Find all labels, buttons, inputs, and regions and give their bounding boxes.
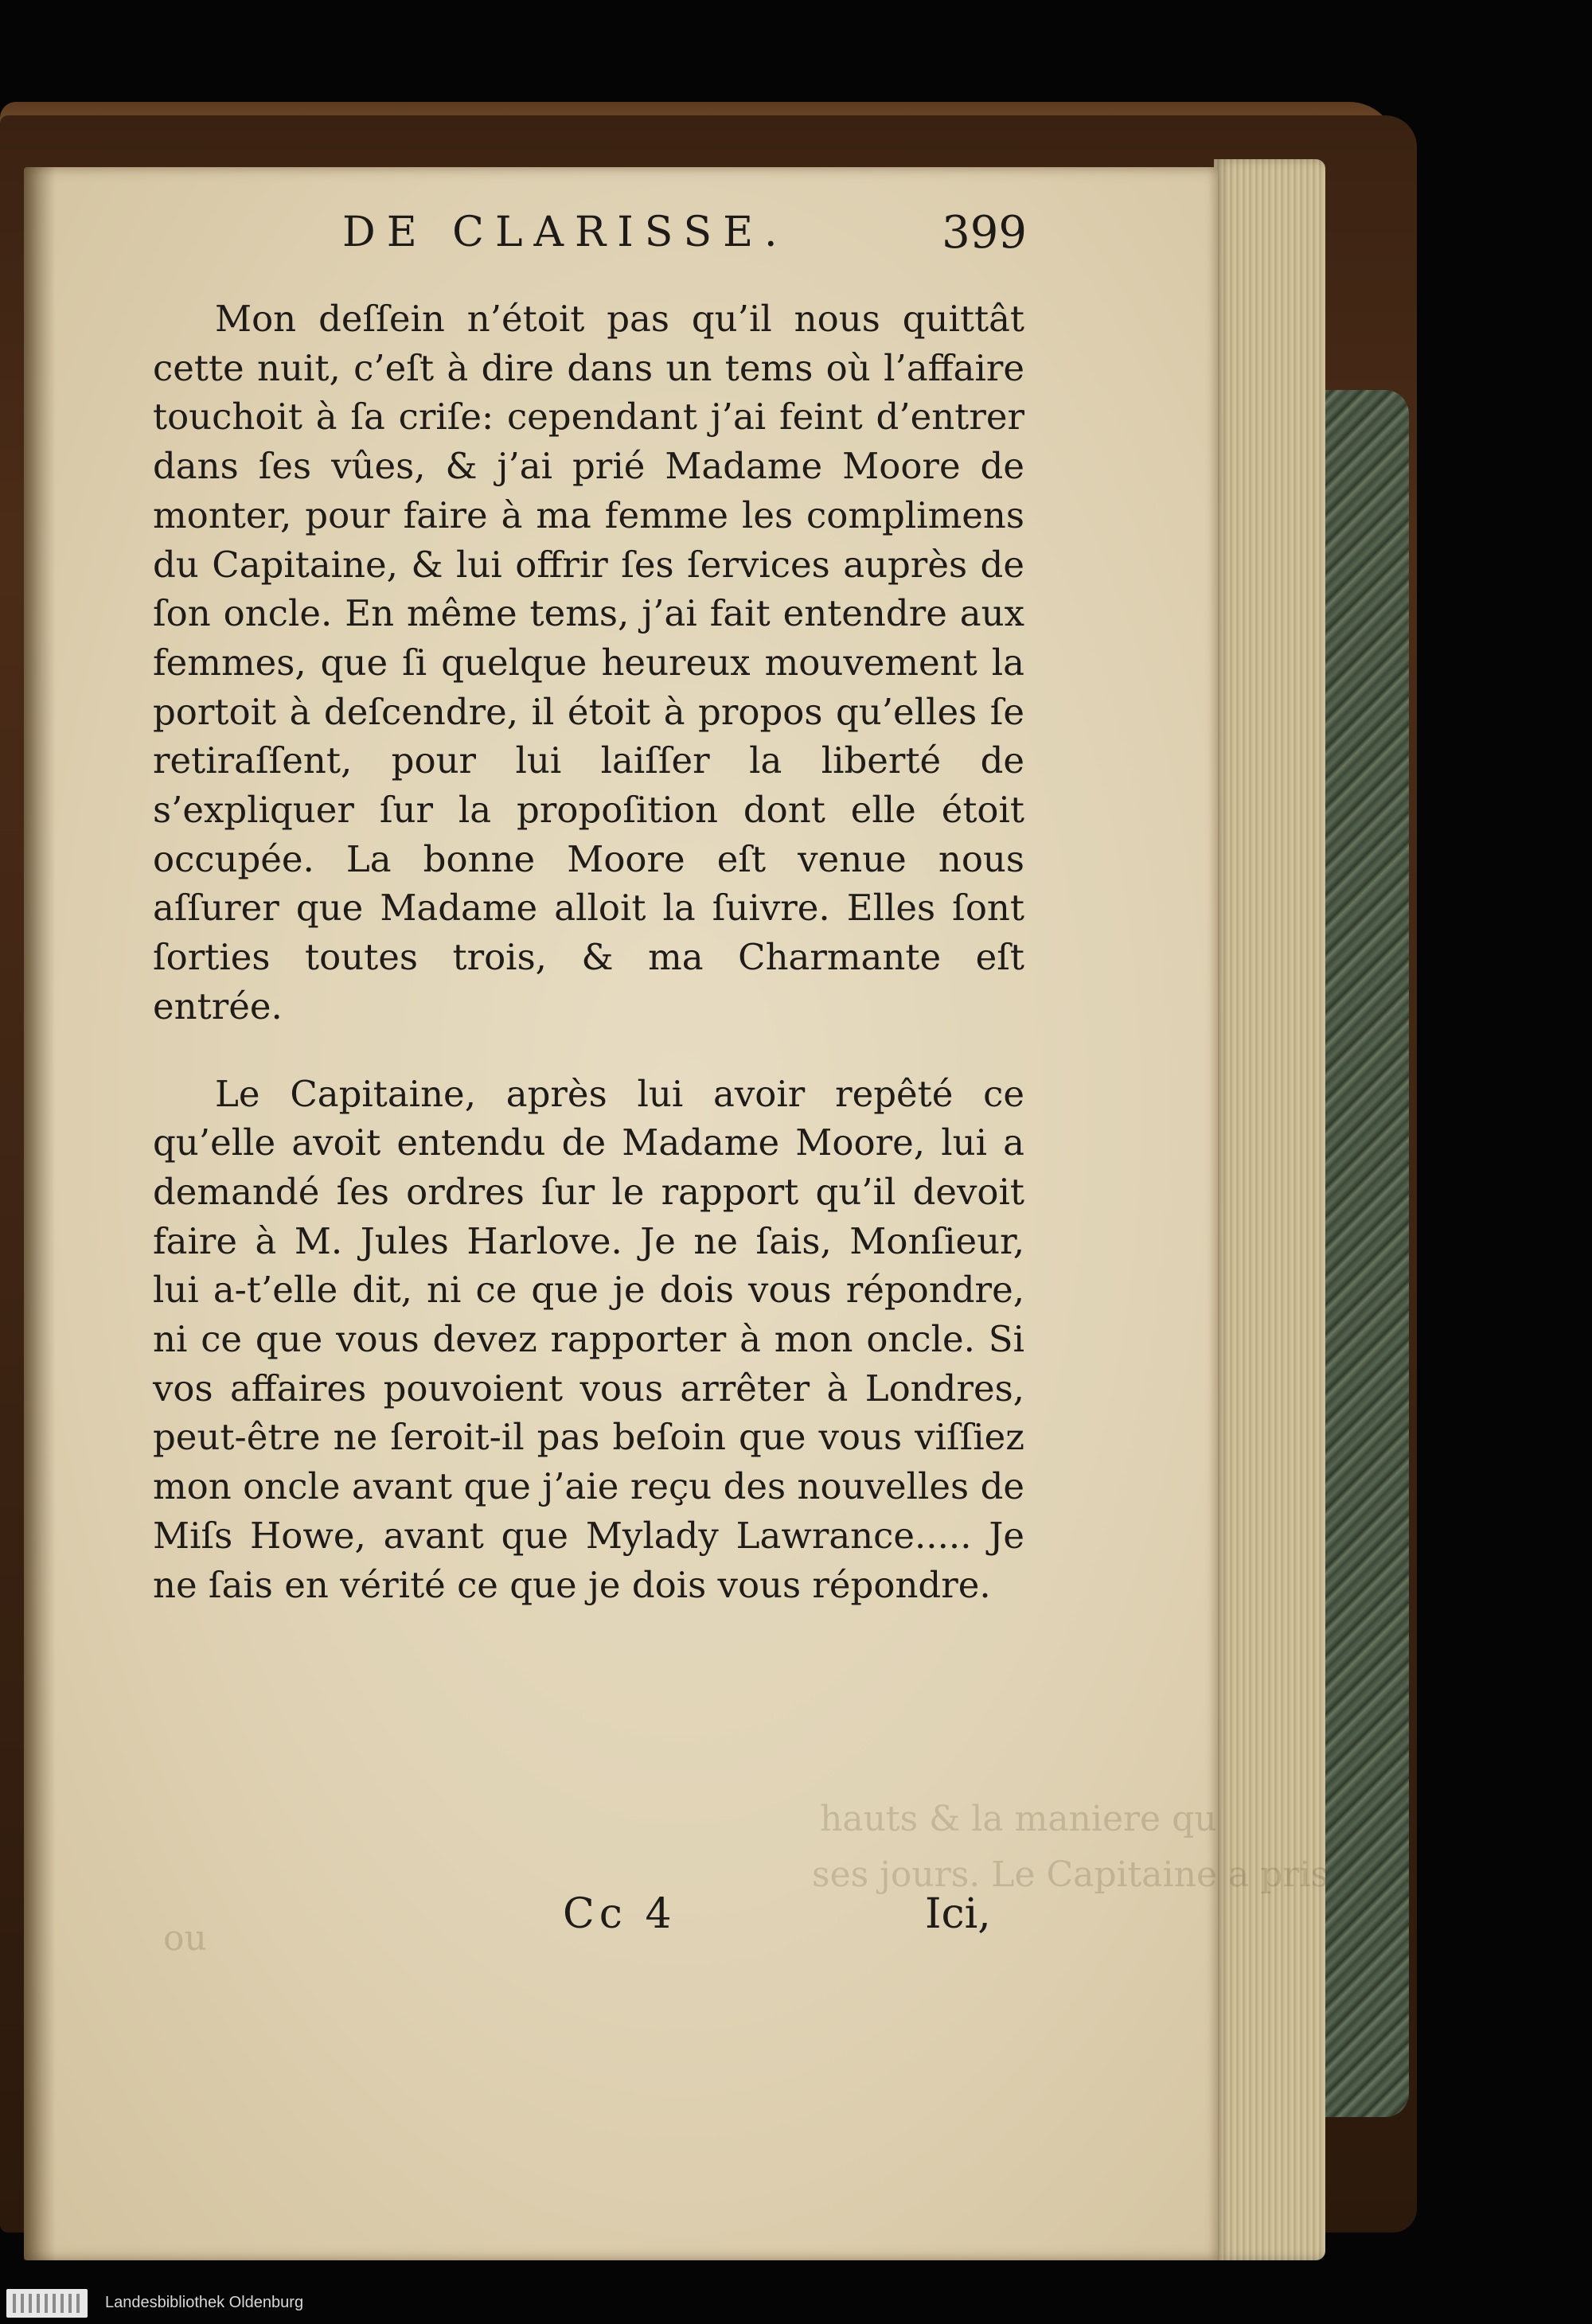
show-through-text: ou [163,1918,207,1959]
marbled-board [1317,390,1409,2117]
show-through-text: hauts & la maniere qu [820,1799,1217,1839]
catchword: Ici, [925,1890,991,1938]
library-logo-icon [6,2289,88,2318]
page-fore-edge [1214,159,1325,2260]
gutter-shadow [24,167,56,2260]
footer-bar [0,2283,1592,2324]
paragraph-1: Mon deſſein n’étoit pas qu’il nous quittât cette nuit, c’eſt à dire dans un tems où l’affaire touchoit à ſa criſe: cependant j’ai feint d’entrer dans ſes vûes, & j’ai prié Madame Moore de monter, pour faire à ma femme les complimens du Capitaine, & lui offrir ſes ſervices auprès de ſon oncle. En même tems, j’ai fait entendre aux femmes, que ſi quelque heureux mouvement la portoit à deſcendre, il étoit à propos qu’elles ſe retiraſſent, pour lui laiſſer la liberté de s’expliquer ſur la propoſition dont elle étoit occupée. La bonne Moore eſt venue nous aſſurer que Madame alloit la ſuivre. Elles ſont ſorties toutes trois, & ma Charmante eſt entrée. [153,298,1024,1027]
body-text [153,294,1024,1609]
signature-mark: Cc 4 [563,1890,677,1938]
paragraph-2: Le Capitaine, après lui avoir repêté ce qu’elle avoit entendu de Madame Moore, lui a demandé ſes ordres ſur le rapport qu’il devoit faire à M. Jules Harlove. Je ne ſais, Monſieur, lui a-t’elle dit, ni ce que je dois vous répondre, ni ce que vous devez rapporter à mon oncle. Si vos affaires pouvoient vous arrêter à Londres, peut-être ne ſeroit-il pas beſoin que vous viſſiez mon oncle avant que j’aie reçu des nouvelles de Miſs Howe, avant que Mylady Lawrance..... Je ne ſais en vérité ce que je dois vous répondre. [153,1072,1024,1606]
page-number: 399 [942,207,1027,259]
running-head [342,209,1138,272]
running-head-title: DE CLARISSE. [342,209,789,256]
show-through-text: ses jours. Le Capitaine a pris [812,1854,1329,1895]
library-name: Landesbibliothek Oldenburg [105,2294,304,2311]
